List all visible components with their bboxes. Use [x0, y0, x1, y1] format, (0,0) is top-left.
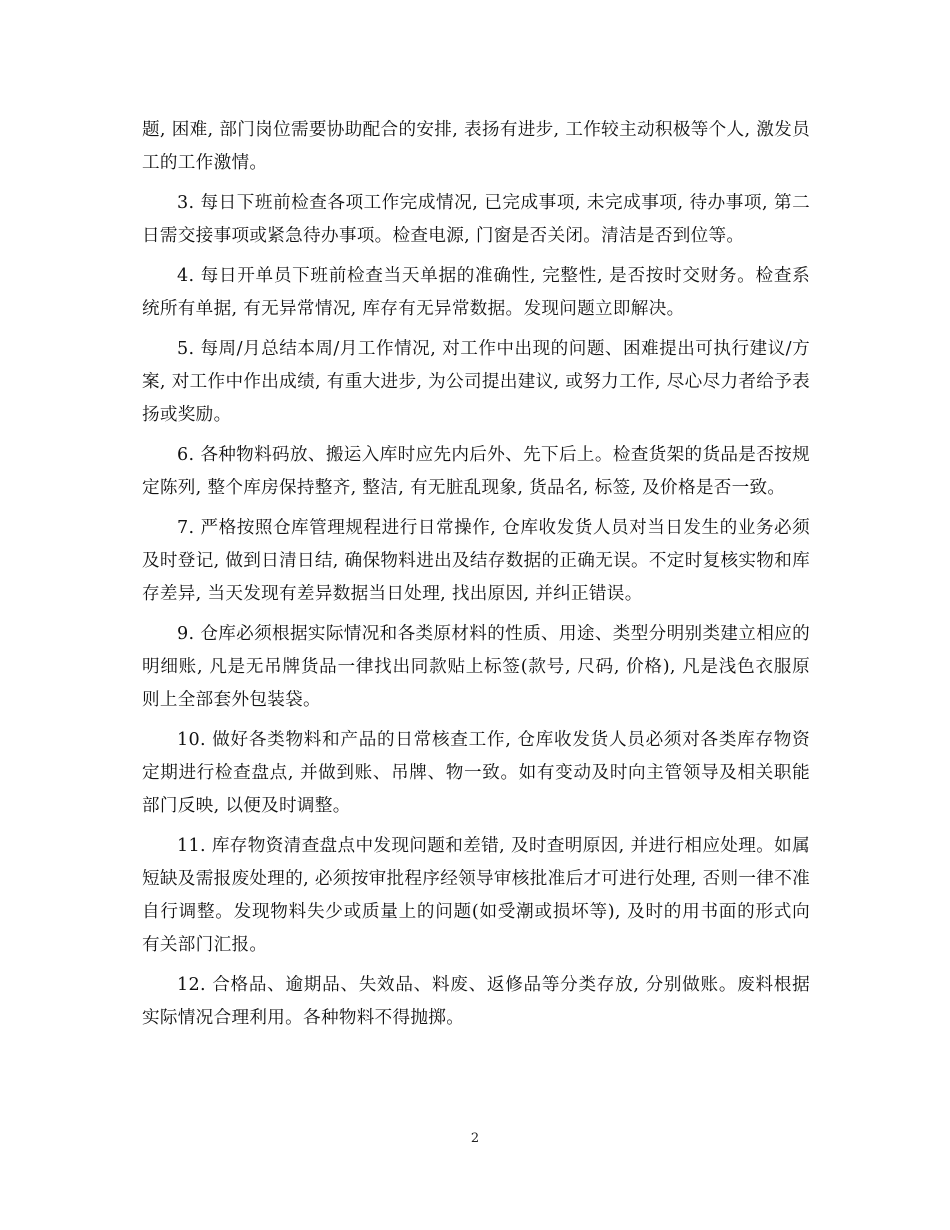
paragraph-item-3: 3. 每日下班前检查各项工作完成情况, 已完成事项, 未完成事项, 待办事项, 第二日需交接事项或紧急待办事项。检查电源, 门窗是否关闭。清洁是否到位等。: [142, 193, 810, 246]
paragraph-item-11: 11. 库存物资清查盘点中发现问题和差错, 及时查明原因, 并进行相应处理。如属短缺及需报废处理的, 必须按审批程序经领导审核批准后才可进行处理, 否则一律不准自行调整。发现物料失少或质量上的问题(如受潮或损坏等), 及时的用书面的形式向有关部门汇报。: [142, 836, 810, 955]
paragraph-item-7: 7. 严格按照仓库管理规程进行日常操作, 仓库收发货人员对当日发生的业务必须及时登记, 做到日清日结, 确保物料进出及结存数据的正确无误。不定时复核实物和库存差异, 当天发现有差异数据当日处理, 找出原因, 并纠正错误。: [142, 518, 810, 604]
paragraph-item-9: 9. 仓库必须根据实际情况和各类原材料的性质、用途、类型分明别类建立相应的明细账, 凡是无吊牌货品一律找出同款贴上标签(款号, 尺码, 价格), 凡是浅色衣服原则上全部套外包装袋。: [142, 624, 810, 710]
paragraph-item-5: 5. 每周/月总结本周/月工作情况, 对工作中出现的问题、困难提出可执行建议/方案, 对工作中作出成绩, 有重大进步, 为公司提出建议, 或努力工作, 尽心尽力者给予表扬或奖励。: [142, 339, 810, 425]
document-body: [142, 114, 810, 1042]
page-number: 2: [470, 1131, 480, 1146]
paragraph-item-4: 4. 每日开单员下班前检查当天单据的准确性, 完整性, 是否按时交财务。检查系统所有单据, 有无异常情况, 库存有无异常数据。发现问题立即解决。: [142, 266, 810, 319]
paragraph-item-12: 12. 合格品、逾期品、失效品、料废、返修品等分类存放, 分别做账。废料根据实际情况合理利用。各种物料不得抛掷。: [142, 975, 810, 1028]
paragraph-continuation: 题, 困难, 部门岗位需要协助配合的安排, 表扬有进步, 工作较主动积极等个人, 激发员工的工作激情。: [142, 120, 810, 173]
paragraph-item-10: 10. 做好各类物料和产品的日常核查工作, 仓库收发货人员必须对各类库存物资定期进行检查盘点, 并做到账、吊牌、物一致。如有变动及时向主管领导及相关职能部门反映, 以便及时调整。: [142, 730, 810, 816]
paragraph-item-6: 6. 各种物料码放、搬运入库时应先内后外、先下后上。检查货架的货品是否按规定陈列, 整个库房保持整齐, 整洁, 有无脏乱现象, 货品名, 标签, 及价格是否一致。: [142, 445, 810, 498]
